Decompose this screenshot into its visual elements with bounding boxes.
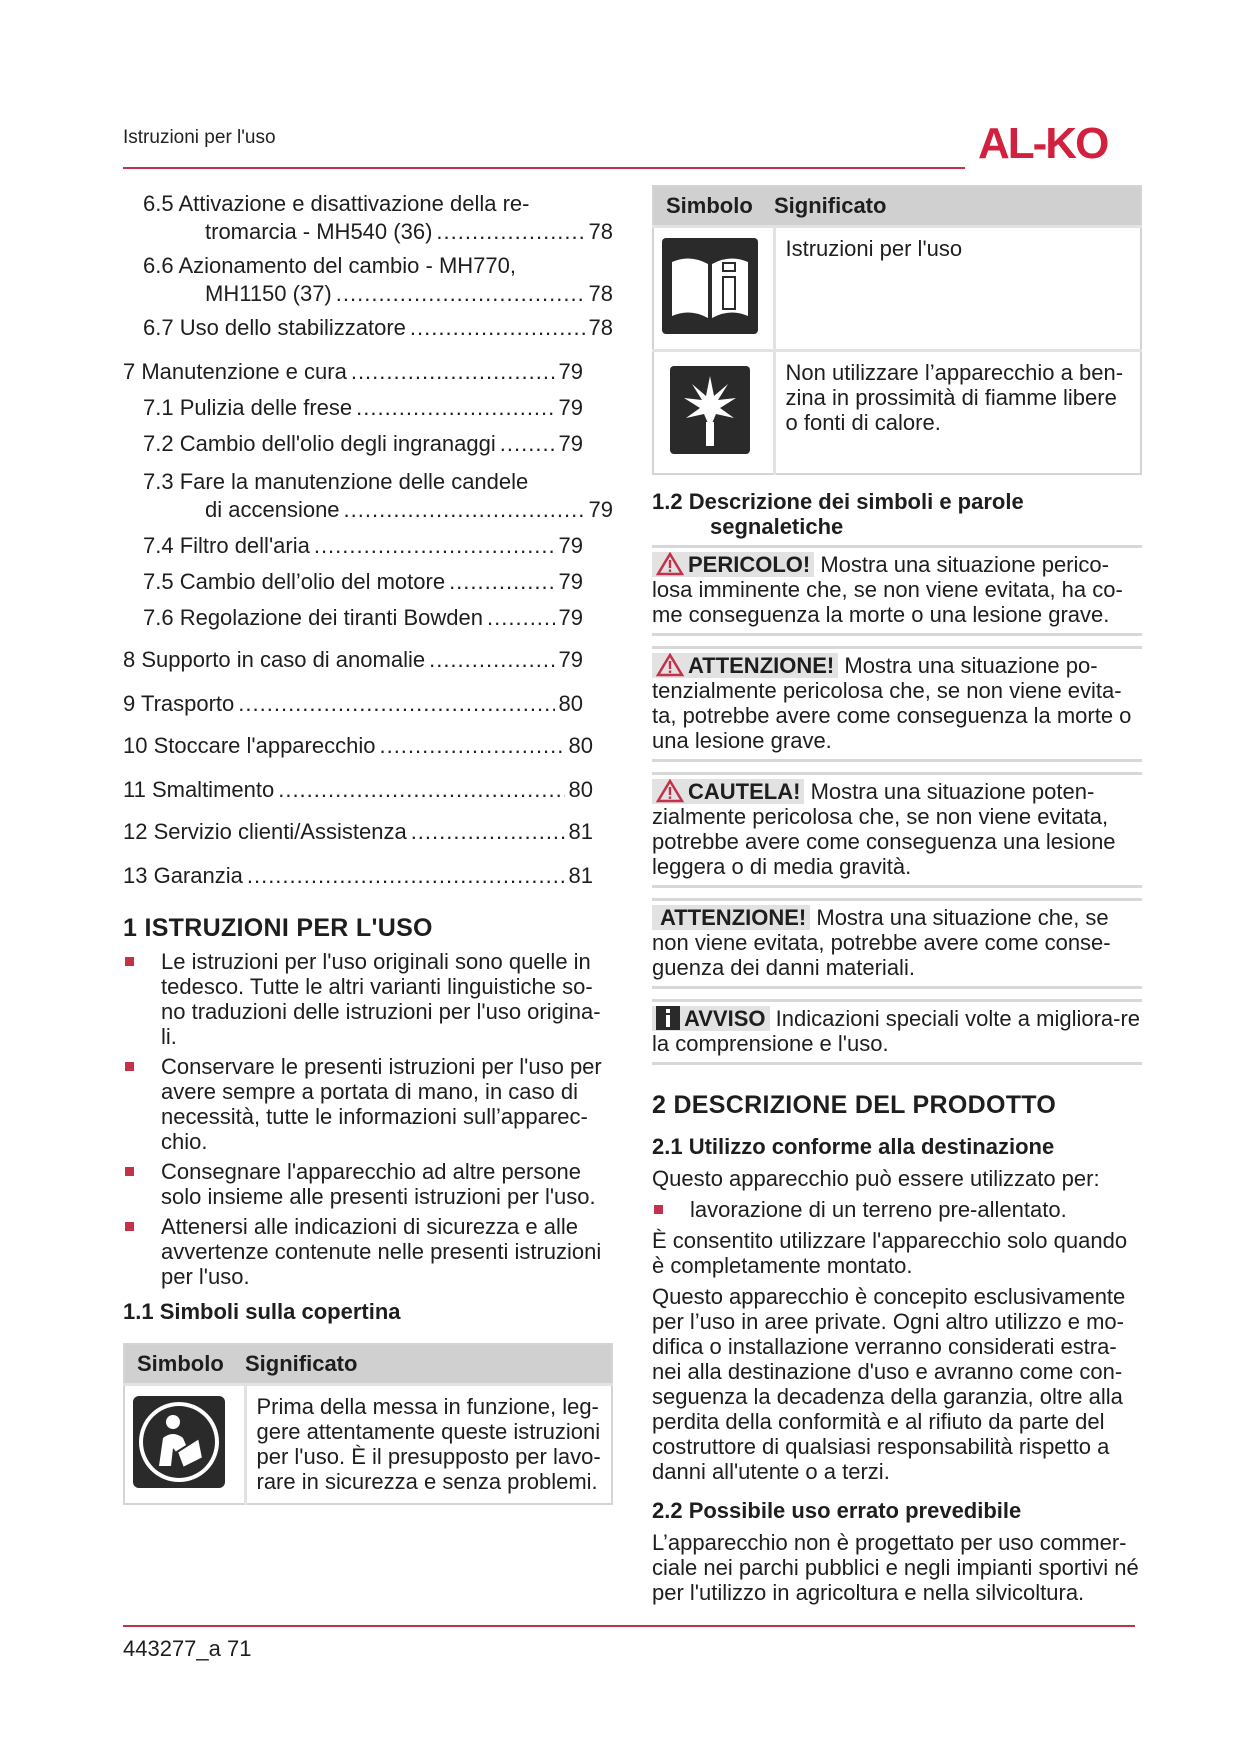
section-2-heading: 2 DESCRIZIONE DEL PRODOTTO — [652, 1091, 1057, 1119]
toc-entry-7-6[interactable] — [123, 604, 613, 632]
header-rule — [123, 167, 965, 169]
toc-text: 6.6 Azionamento del cambio - MH770, — [143, 253, 516, 278]
toc-text: 7.3 Fare la manutenzione delle candele — [143, 469, 529, 494]
signal-description: Mostra una situazione po-tenzialmente pericolosa che, se non viene evita-ta, potrebbe avere come conseguenza la morte o una lesione grave. — [652, 653, 1132, 753]
signal-description: Indicazioni speciali volte a migliora-re la comprensione e l'uso. — [652, 1006, 1141, 1056]
toc-page: 80 — [568, 777, 593, 802]
toc-page: 79 — [558, 431, 583, 456]
bullet-square-icon — [125, 1222, 134, 1231]
bullet-square-icon — [125, 957, 134, 966]
no-open-flame-icon — [662, 362, 758, 458]
section-2-1-heading: 2.1 Utilizzo conforme alla destinazione — [652, 1134, 1055, 1159]
list-item — [123, 1214, 613, 1289]
toc-dots — [247, 862, 565, 890]
left-column — [123, 190, 613, 1505]
toc-text: 8 Supporto in caso di anomalie — [123, 647, 426, 672]
toc-text: di accensione — [205, 497, 340, 522]
toc-entry-7[interactable] — [123, 358, 613, 386]
toc-entry-13[interactable] — [123, 862, 613, 890]
toc-text: 7.5 Cambio dell’olio del motore — [143, 569, 446, 594]
toc-entry-9[interactable] — [123, 690, 613, 718]
signal-label — [652, 653, 838, 678]
section-1-1-heading: 1.1 Simboli sulla copertina — [123, 1299, 401, 1324]
read-manual-icon — [133, 1396, 225, 1488]
paragraph: Questo apparecchio può essere utilizzato per: — [652, 1166, 1100, 1191]
table-header-symbol: Simbolo — [124, 1344, 245, 1385]
toc-dots — [278, 776, 564, 804]
toc-dots — [411, 818, 565, 846]
list-item — [123, 1054, 613, 1154]
list-item-text: Conservare le presenti istruzioni per l'uso per avere sempre a portata di mano, in caso di necessità, tutte le informazioni sull’apparec-chio. — [161, 1054, 602, 1154]
section-1-2-heading — [652, 489, 1142, 539]
toc-text: 7.4 Filtro dell'aria — [143, 533, 310, 558]
toc-page: 79 — [588, 497, 613, 522]
toc-page: 81 — [568, 819, 593, 844]
toc-text: 7 Manutenzione e cura — [123, 359, 347, 384]
toc-entry-7-4[interactable] — [123, 532, 613, 560]
toc-text: MH1150 (37) — [205, 281, 332, 306]
toc-dots — [436, 218, 584, 246]
heading-line: segnaletiche — [710, 514, 844, 539]
signal-word-pericolo — [652, 545, 1142, 636]
toc-dots — [238, 690, 554, 718]
toc-dots — [344, 496, 585, 524]
section-1-heading: 1 ISTRUZIONI PER L'USO — [123, 914, 433, 942]
paragraph: L’apparecchio non è progettato per uso commer-ciale nei parchi pubblici e negli impianti sportivi né per l'utilizzo in agricoltura e nella silvicoltura. — [652, 1530, 1139, 1605]
signal-label-text: ATTENZIONE! — [688, 653, 835, 678]
toc-page: 80 — [568, 733, 593, 758]
signal-word-cautela — [652, 772, 1142, 888]
toc-text: 7.2 Cambio dell'olio degli ingranaggi — [143, 431, 496, 456]
paragraph: Questo apparecchio è concepito esclusivamente per l’uso in aree private. Ogni altro utilizzo e mo-difica o installazione verranno considerati estra-nei alla destinazione d'uso e avranno come con-seguenza la decadenza della garanzia, oltre alla perdita della conformità e al rifiuto da parte del costruttore di qualsiasi responsabilità rispetto a danni all'utente o a terzi. — [652, 1284, 1126, 1484]
toc-entry-10[interactable] — [123, 732, 613, 760]
toc-page: 78 — [588, 315, 613, 340]
signal-word-attenzione-property — [652, 898, 1142, 989]
section-2-2-heading: 2.2 Possibile uso errato prevedibile — [652, 1498, 1022, 1523]
toc-dots — [379, 732, 564, 760]
meaning-cell: Prima della messa in funzione, leg-gere attentamente queste istruzioni per l'uso. È il presupposto per lavo-rare in sicurezza e senza problemi. — [245, 1385, 612, 1505]
signal-word-avviso — [652, 999, 1142, 1065]
toc-page: 79 — [558, 647, 583, 672]
toc-dots — [429, 646, 554, 674]
meaning-cell: Istruzioni per l'uso — [774, 227, 1141, 351]
table-row — [124, 1385, 612, 1505]
toc-entry-11[interactable] — [123, 776, 613, 804]
signal-label-text: CAUTELA! — [688, 779, 801, 804]
toc-page: 78 — [588, 219, 613, 244]
toc-dots — [351, 358, 555, 386]
toc-dots — [500, 430, 555, 458]
cover-symbols-table — [123, 1343, 613, 1505]
toc-dots — [356, 394, 554, 422]
bullet-square-icon — [654, 1205, 663, 1214]
footer-page-number: 443277_a 71 — [123, 1636, 252, 1661]
toc-dots — [449, 568, 554, 596]
toc-text: 7.1 Pulizia delle frese — [143, 395, 353, 420]
right-column — [652, 185, 1142, 1611]
header-title: Istruzioni per l'uso — [123, 127, 276, 148]
toc-page: 79 — [558, 533, 583, 558]
signal-label-text: PERICOLO! — [688, 552, 811, 577]
list-item-text: Consegnare l'apparecchio ad altre persone solo insieme alle presenti istruzioni per l'uso. — [161, 1159, 596, 1209]
toc-page: 79 — [558, 605, 583, 630]
signal-label — [652, 552, 814, 577]
bullet-square-icon — [125, 1167, 134, 1176]
toc-entry-6-5[interactable] — [123, 190, 613, 246]
signal-description: Mostra una situazione perico-losa imminente che, se non viene evitata, ha co-me conseguenza la morte o una lesione grave. — [652, 552, 1123, 627]
symbol-cell — [653, 227, 774, 351]
list-item-text: Le istruzioni per l'uso originali sono quelle in tedesco. Tutte le altri varianti linguistiche so-no traduzioni delle istruzioni per l'uso origina-li. — [161, 949, 601, 1049]
warning-triangle-icon — [656, 779, 684, 803]
info-icon — [656, 1006, 680, 1030]
signal-label-text: ATTENZIONE! — [660, 905, 807, 930]
toc-text: 11 Smaltimento — [123, 777, 275, 802]
table-header-symbol: Simbolo — [653, 186, 774, 227]
table-row — [653, 351, 1141, 475]
signal-label-text: AVVISO — [684, 1006, 766, 1031]
list-item — [123, 949, 613, 1049]
warning-triangle-icon — [656, 653, 684, 677]
signal-label — [652, 1006, 770, 1031]
signal-description: Mostra una situazione che, se non viene evitata, potrebbe avere come conse-guenza dei danni materiali. — [652, 905, 1111, 980]
signal-description: Mostra una situazione poten-zialmente pericolosa che, se non viene evitata, potrebbe avere come conseguenza una lesione leggera o di media gravità. — [652, 779, 1116, 879]
symbol-cell — [124, 1385, 245, 1505]
table-of-contents — [123, 190, 613, 890]
toc-dots — [314, 532, 555, 560]
list-item-text: lavorazione di un terreno pre-allentato. — [690, 1197, 1067, 1222]
toc-dots — [410, 314, 585, 342]
toc-page: 79 — [558, 569, 583, 594]
list-item — [652, 1197, 1142, 1222]
toc-entry-6-7[interactable] — [123, 314, 613, 342]
logo-text: AL-KO — [978, 119, 1108, 164]
toc-page: 80 — [558, 691, 583, 716]
toc-page: 79 — [558, 359, 583, 384]
signal-label — [652, 905, 810, 930]
toc-page: 78 — [588, 281, 613, 306]
table-row — [653, 227, 1141, 351]
toc-entry-7-3[interactable] — [123, 468, 613, 524]
toc-text: 10 Stoccare l'apparecchio — [123, 733, 376, 758]
symbols-table — [652, 185, 1142, 475]
meaning-cell: Non utilizzare l’apparecchio a ben-zina in prossimità di fiamme libere o fonti di calore. — [774, 351, 1141, 475]
toc-entry-8[interactable] — [123, 646, 613, 674]
toc-text: 7.6 Regolazione dei tiranti Bowden — [143, 605, 484, 630]
toc-entry-7-5[interactable] — [123, 568, 613, 596]
signal-label — [652, 779, 804, 804]
paragraph: È consentito utilizzare l'apparecchio solo quando è completamente montato. — [652, 1228, 1128, 1278]
list-item-text: Attenersi alle indicazioni di sicurezza e alle avvertenze contenute nelle presenti istruzioni per l'uso. — [161, 1214, 602, 1289]
section-1-bullets — [123, 949, 613, 1289]
toc-dots — [336, 280, 585, 308]
toc-page: 81 — [568, 863, 593, 888]
toc-entry-7-1[interactable] — [123, 394, 613, 422]
table-header-meaning: Significato — [774, 186, 1141, 227]
toc-text: 6.5 Attivazione e disattivazione della re- — [143, 191, 530, 216]
toc-text: 6.7 Uso dello stabilizzatore — [143, 315, 406, 340]
symbol-cell — [653, 351, 774, 475]
footer-rule — [123, 1625, 1135, 1627]
section-2-1-bullets — [652, 1197, 1142, 1222]
table-header-meaning: Significato — [245, 1344, 612, 1385]
toc-entry-6-6[interactable] — [123, 252, 613, 308]
toc-entry-12[interactable] — [123, 818, 613, 846]
toc-page: 79 — [558, 395, 583, 420]
manual-info-icon — [662, 238, 758, 334]
toc-dots — [487, 604, 555, 632]
warning-triangle-icon — [656, 552, 684, 576]
toc-entry-7-2[interactable] — [123, 430, 613, 458]
list-item — [123, 1159, 613, 1209]
bullet-square-icon — [125, 1062, 134, 1071]
toc-text: tromarcia - MH540 (36) — [205, 219, 433, 244]
toc-text: 13 Garanzia — [123, 863, 243, 888]
toc-text: 9 Trasporto — [123, 691, 235, 716]
heading-line: 1.2 Descrizione dei simboli e parole — [652, 489, 1024, 514]
signal-word-attenzione — [652, 646, 1142, 762]
alko-logo — [978, 118, 1138, 164]
toc-text: 12 Servizio clienti/Assistenza — [123, 819, 407, 844]
